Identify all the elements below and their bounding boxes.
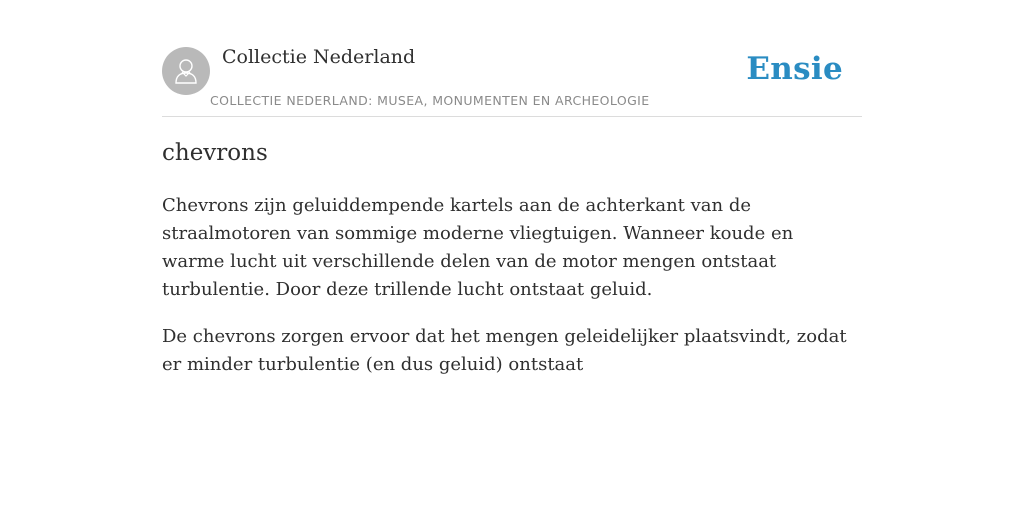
paragraph: Chevrons zijn geluiddempende kartels aan de achterkant van de straalmotoren van sommige moderne vliegtuigen. Wanneer koude en warme lucht uit verschillende delen van de motor mengen ontstaat turbulentie. Door deze trillende lucht ontstaat geluid. xyxy=(162,195,794,300)
paragraph: De chevrons zorgen ervoor dat het mengen geleidelijker plaatsvindt, zodat er minder turbulentie (en dus geluid) ontstaat xyxy=(162,326,847,375)
page-title: chevrons xyxy=(162,140,268,166)
article-body xyxy=(162,192,852,398)
page xyxy=(162,0,862,375)
avatar[interactable] xyxy=(162,47,210,95)
author-subtitle[interactable]: COLLECTIE NEDERLAND: MUSEA, MONUMENTEN EN ARCHEOLOGIE xyxy=(210,93,650,108)
header xyxy=(162,0,862,117)
site-logo[interactable]: Ensie xyxy=(746,51,843,87)
author-name[interactable]: Collectie Nederland xyxy=(222,46,416,68)
user-icon xyxy=(171,56,201,86)
